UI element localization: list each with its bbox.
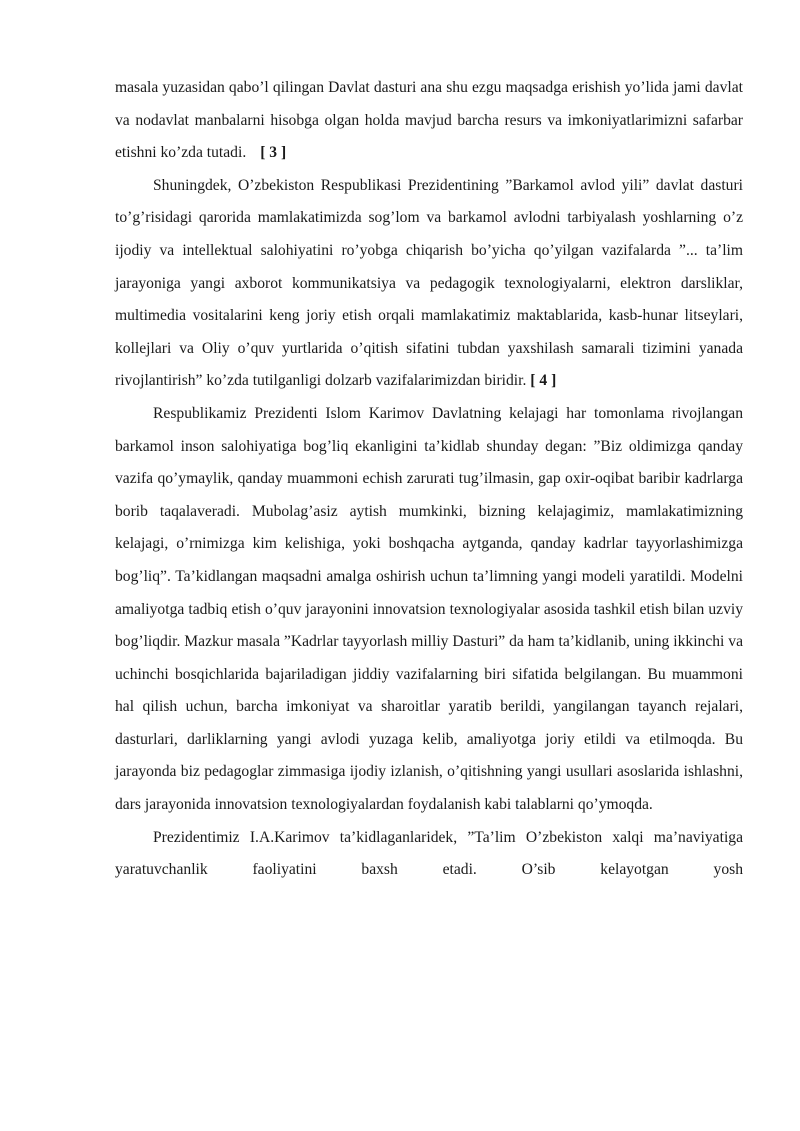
paragraph-2-text: Shuningdek, O’zbekiston Respublikasi Prezidentining ”Barkamol avlod yili” davlat dasturi to’g’risidagi qarorida mamlakatimizda sog’lom va barkamol avlodni tarbiyalash yoshlarning o’z ijodiy va intellektual salohiyatini ro’yobga chiqarish bo’yicha qo’yilgan vazifalarda ”... ta’lim jarayoniga yangi axborot kommunikatsiya va pedagogik texnologiyalarni, elektron darsliklar, multimedia vositalarini keng joriy etish orqali mamlakatimiz maktablarida, kasb-hunar litseylari, kollejlari va Oliy o’quv yurtlarida o’qitish sifatini tubdan yaxshilash samarali tizimini yanada rivojlantirish” ko’zda tutilganligi dolzarb vazifalarimizdan biridir. [115, 176, 743, 390]
paragraph-3 [115, 398, 743, 822]
paragraph-4 [115, 822, 743, 887]
paragraph-3-text: Respublikamiz Prezidenti Islom Karimov Davlatning kelajagi har tomonlama rivojlangan barkamol inson salohiyatiga bog’liq ekanligini ta’kidlab shunday degan: ”Biz oldimizga qanday vazifa qo’ymaylik, qanday muammoni echish zarurati tug’ilmasin, gap oxir-oqibat baribir kadrlarga borib taqalaveradi. Mubolag’asiz aytish mumkinki, bizning kelajagimiz, mamlakatimizning kelajagi, o’rnimizga kim kelishiga, yoki boshqacha aytganda, qanday kadrlar tayyorlashimizga bog’liq”. Ta’kidlangan maqsadni amalga oshirish uchun ta’limning yangi modeli yaratildi. Modelni amaliyotga tadbiq etish o’quv jarayonini innovatsion texnologiyalar asosida tashkil etish bilan uzviy bog’liqdir. Mazkur masala ”Kadrlar tayyorlash milliy Dasturi” da ham ta’kidlanib, uning ikkinchi va uchinchi bosqichlarida bajariladigan jiddiy vazifalarning biri sifatida belgilangan. Bu muammoni hal qilish uchun, barcha imkoniyat va sharoitlar yaratib berildi, yangilangan tayanch rejalari, dasturlari, darliklarning yangi avlodi yuzaga kelib, amaliyotga joriy etildi va etilmoqda. Bu jarayonda biz pedagoglar zimmasiga ijodiy izlanish, o’qitishning yangi usullari asoslarida ishlashni, dars jarayonida innovatsion texnologiyalardan foydalanish kabi talablarni qo’ymoqda. [115, 404, 743, 814]
citation-ref-4: [ 4 ] [530, 372, 557, 390]
document-page [115, 72, 743, 887]
paragraph-2 [115, 170, 743, 398]
citation-ref-3: [ 3 ] [260, 144, 287, 162]
paragraph-4-text: Prezidentimiz I.A.Karimov ta’kidlaganlaridek, ”Ta’lim O’zbekiston xalqi ma’naviyatiga yaratuvchanlik faoliyatini baxsh etadi. O’sib kelayotgan yosh [115, 828, 743, 879]
paragraph-1 [115, 72, 743, 170]
paragraph-1-text: masala yuzasidan qabo’l qilingan Davlat dasturi ana shu ezgu maqsadga erishish yo’lida jami davlat va nodavlat manbalarni hisobga olgan holda mavjud barcha resurs va imkoniyatlarimizni safarbar etishni ko’zda tutadi. [115, 79, 743, 162]
